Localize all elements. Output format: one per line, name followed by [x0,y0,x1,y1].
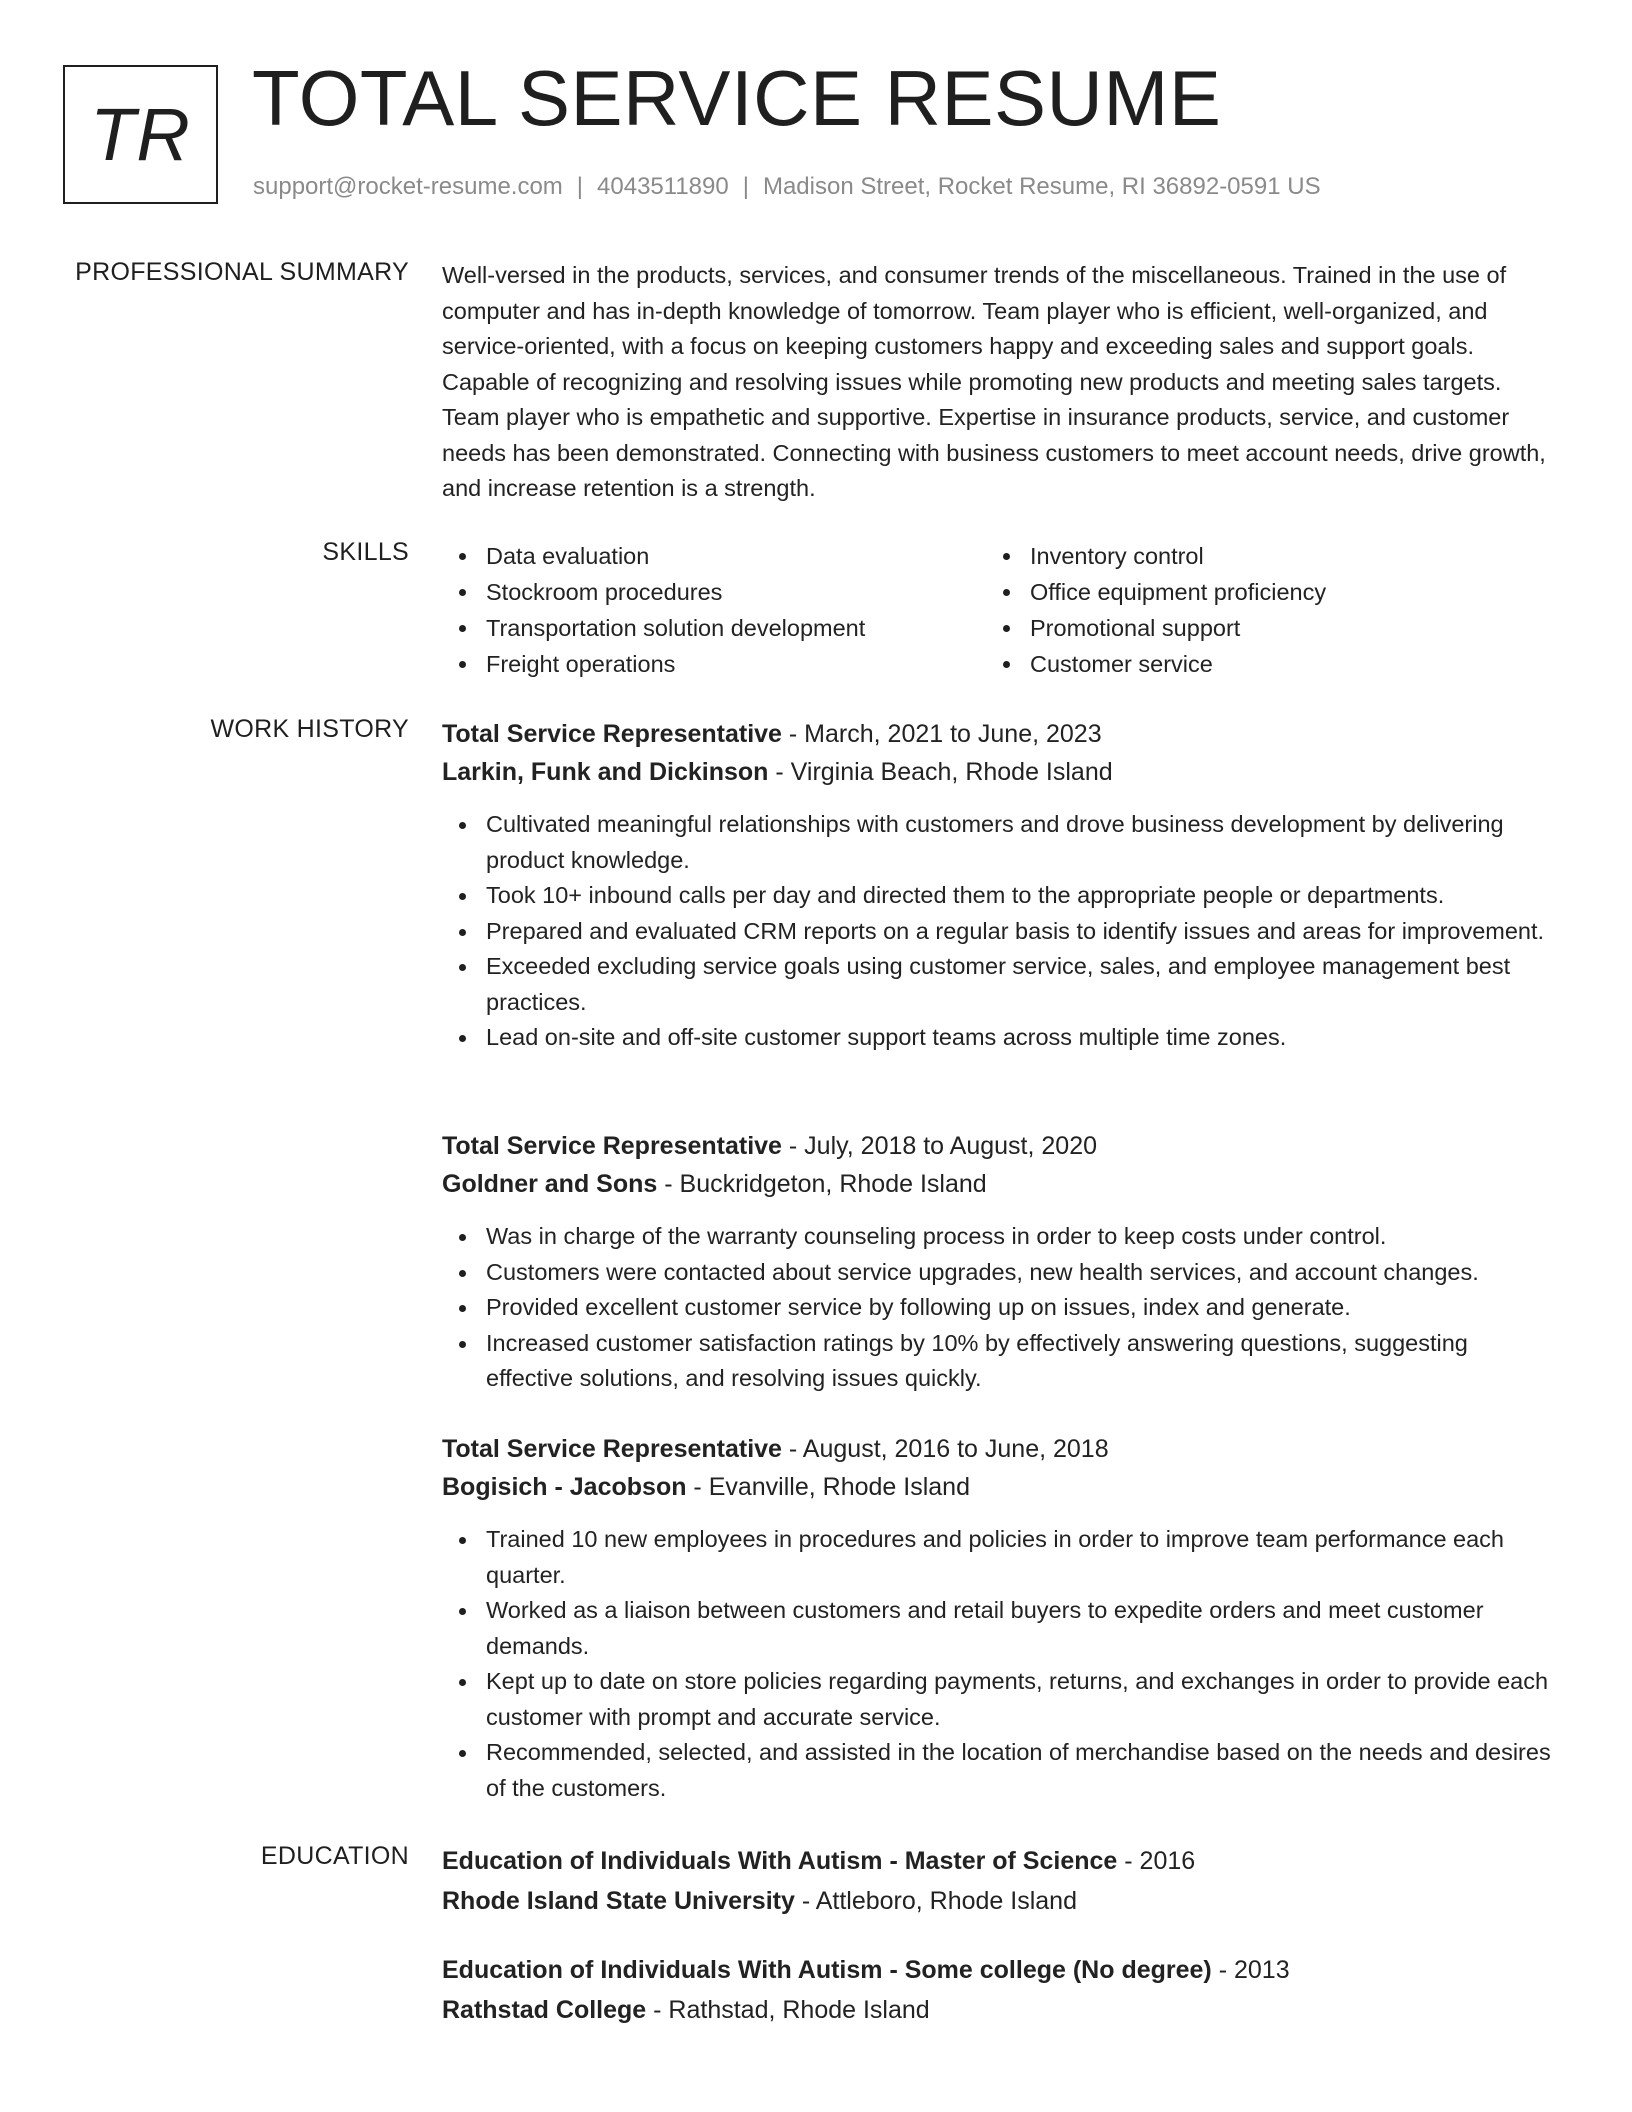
school-location: - Rathstad, Rhode Island [646,1996,930,2024]
skill-item: Data evaluation [442,538,986,574]
school-line [442,1991,1552,2029]
school-name: Rathstad College [442,1996,647,2024]
job-dates: - July, 2018 to August, 2020 [781,1132,1097,1160]
job-title: Total Service Representative [442,720,782,748]
job-bullet: Lead on-site and off-site customer support teams across multiple time zones. [442,1020,1552,1056]
job-title-line [442,1127,1552,1165]
summary-text: Well-versed in the products, services, and consumer trends of the miscellaneous. Trained in the use of computer and has in-depth knowledge of tomorrow. Team player who is efficient, well-organized, and service-oriented, with a focus on keeping customers happy and exceeding sales and support goals. Capable of recognizing and resolving issues while promoting new products and meeting sales targets. Team player who is empathetic and supportive. Expertise in insurance products, service, and customer needs has been demonstrated. Connecting with business customers to meet account needs, drive growth, and increase retention is a strength. [442,262,1546,501]
monogram-initials: TR [90,93,191,176]
degree-year: - 2013 [1211,1956,1290,1984]
contact-line [253,173,1321,201]
employer-location: - Buckridgeton, Rhode Island [657,1170,987,1198]
contact-phone[interactable]: 4043511890 [597,173,729,200]
skill-item: Stockroom procedures [442,574,986,610]
job-bullet: Trained 10 new employees in procedures and policies in order to improve team performance each quarter. [442,1522,1552,1593]
job-bullet: Was in charge of the warranty counseling process in order to keep costs under control. [442,1219,1552,1255]
employer-location: - Evanville, Rhode Island [686,1473,970,1501]
job-bullet: Customers were contacted about service upgrades, new health services, and account changes. [442,1255,1552,1291]
employer-name: Larkin, Funk and Dickinson [442,758,769,786]
skill-item: Inventory control [986,538,1326,574]
section-label-summary: PROFESSIONAL SUMMARY [75,258,409,286]
job-entry [442,1127,1552,1397]
job-bullet: Kept up to date on store policies regarding payments, returns, and exchanges in order to provide each customer with prompt and accurate service. [442,1664,1552,1735]
job-bullet: Recommended, selected, and assisted in the location of merchandise based on the needs and desires of the customers. [442,1735,1552,1806]
skill-item: Customer service [986,646,1326,682]
employer-line [442,753,1552,791]
job-entry [442,1430,1552,1806]
degree-name: Education of Individuals With Autism - Master of Science [442,1847,1118,1875]
section-label-education: EDUCATION [260,1842,409,1870]
job-title: Total Service Representative [442,1132,782,1160]
job-bullet: Worked as a liaison between customers and retail buyers to expedite orders and meet customer demands. [442,1593,1552,1664]
degree-name: Education of Individuals With Autism - Some college (No degree) [442,1956,1212,1984]
contact-separator: | [576,173,584,200]
skill-item: Office equipment proficiency [986,574,1326,610]
job-bullet: Took 10+ inbound calls per day and directed them to the appropriate people or departments. [442,878,1552,914]
job-bullets [442,1522,1552,1806]
job-title: Total Service Representative [442,1435,782,1463]
contact-address: Madison Street, Rocket Resume, RI 36892-0591 US [762,173,1321,200]
job-bullet: Cultivated meaningful relationships with customers and drove business development by delivering product knowledge. [442,807,1552,878]
skill-item: Transportation solution development [442,610,986,646]
resume-title: TOTAL SERVICE RESUME [252,54,1222,142]
education-entry [442,1842,1552,1920]
education-entry [442,1951,1552,2029]
degree-line [442,1951,1552,1989]
employer-location: - Virginia Beach, Rhode Island [768,758,1113,786]
monogram-box [63,65,218,204]
employer-line [442,1165,1552,1203]
school-location: - Attleboro, Rhode Island [794,1887,1077,1915]
skill-item: Promotional support [986,610,1326,646]
job-bullets [442,807,1552,1056]
job-dates: - March, 2021 to June, 2023 [781,720,1102,748]
employer-line [442,1468,1552,1506]
employer-name: Bogisich - Jacobson [442,1473,687,1501]
degree-line [442,1842,1552,1880]
skills-column-left [442,538,986,682]
section-label-skills: SKILLS [322,538,409,566]
job-title-line [442,1430,1552,1468]
job-title-line [442,715,1552,753]
job-bullet: Increased customer satisfaction ratings by 10% by effectively answering questions, suggesting effective solutions, and resolving issues quickly. [442,1326,1552,1397]
skills-grid [442,538,1552,682]
skill-item: Freight operations [442,646,986,682]
school-name: Rhode Island State University [442,1887,795,1915]
job-dates: - August, 2016 to June, 2018 [781,1435,1109,1463]
job-bullet: Provided excellent customer service by following up on issues, index and generate. [442,1290,1552,1326]
job-entry [442,715,1552,1056]
school-line [442,1882,1552,1920]
employer-name: Goldner and Sons [442,1170,658,1198]
contact-separator: | [742,173,749,200]
degree-year: - 2016 [1117,1847,1196,1875]
contact-email[interactable]: support@rocket-resume.com [253,173,563,200]
section-label-work-history: WORK HISTORY [210,715,409,743]
job-bullet: Prepared and evaluated CRM reports on a regular basis to identify issues and areas for improvement. [442,914,1552,950]
skills-column-right [986,538,1326,682]
job-bullet: Exceeded excluding service goals using customer service, sales, and employee management best practices. [442,949,1552,1020]
job-bullets [442,1219,1552,1397]
